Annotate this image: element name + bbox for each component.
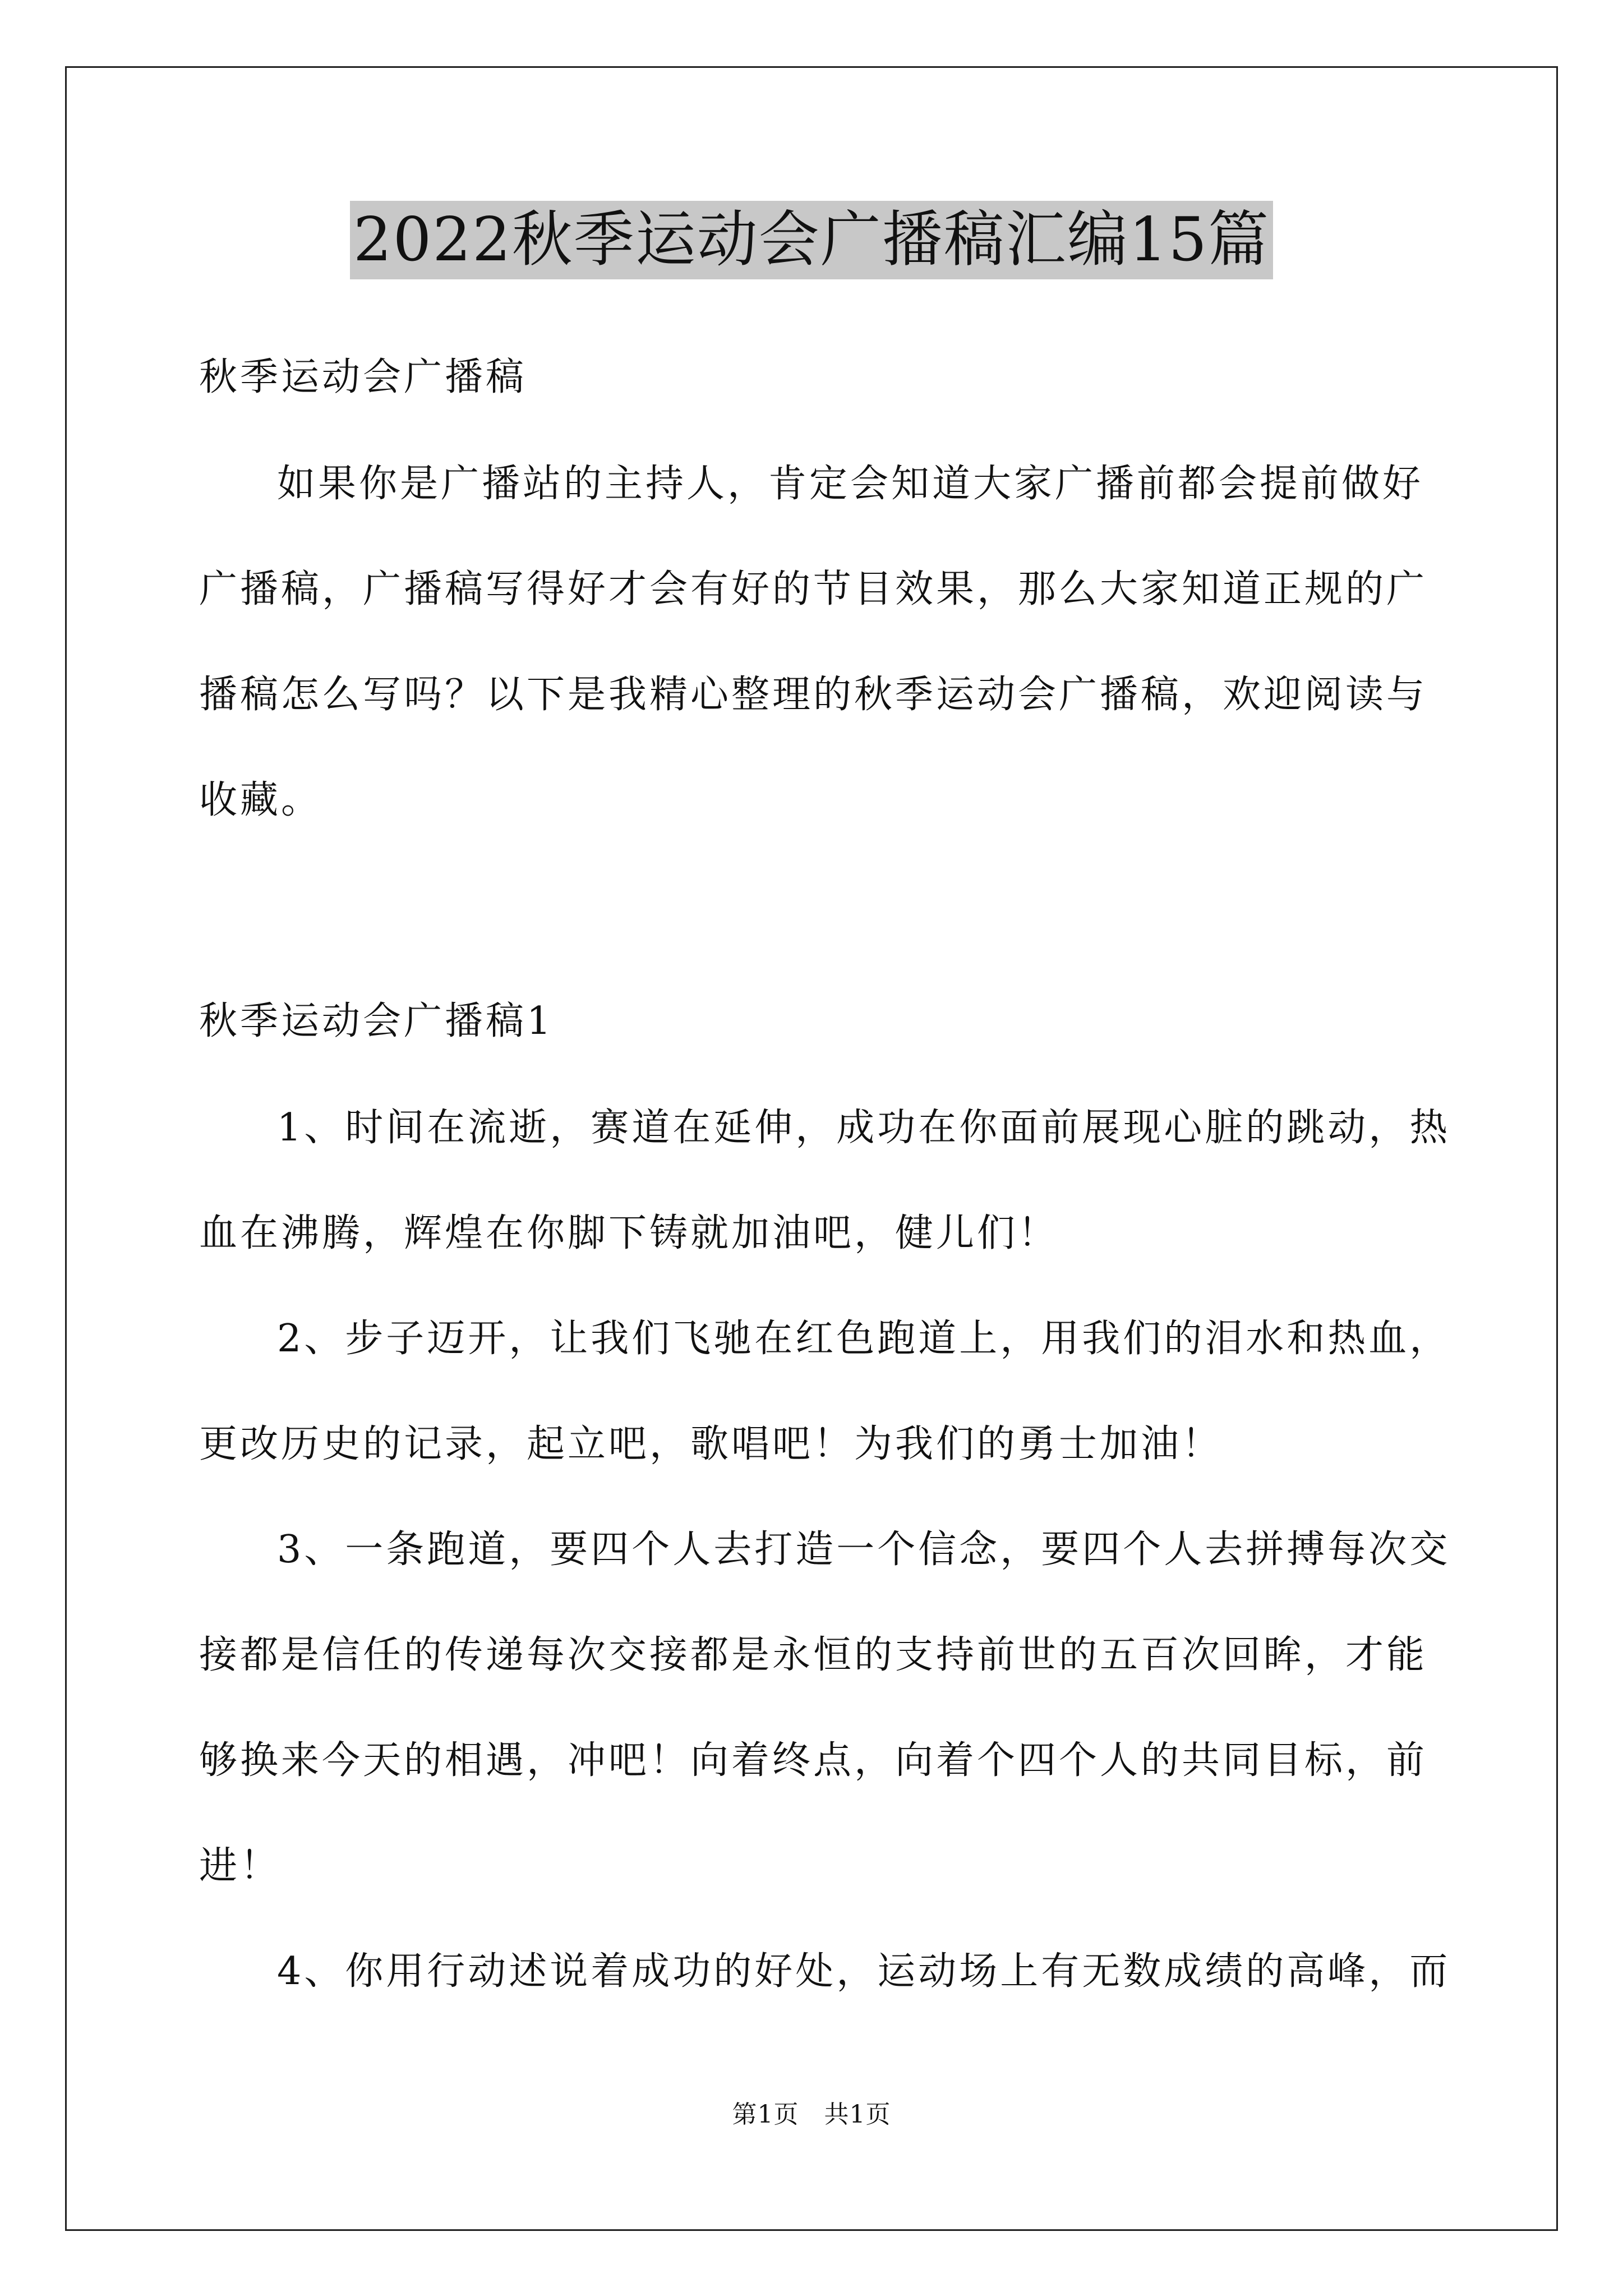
- document-title: 2022秋季运动会广播稿汇编15篇: [350, 201, 1273, 279]
- item-line: 1、时间在流逝，赛道在延伸，成功在你面前展现心脏的跳动，热: [277, 1106, 1451, 1150]
- item-line: 接都是信任的传递每次交接都是永恒的支持前世的五百次回眸，才能: [199, 1633, 1428, 1677]
- section-heading: 秋季运动会广播稿: [199, 355, 527, 399]
- intro-line: 广播稿，广播稿写得好才会有好的节目效果，那么大家知道正规的广: [199, 567, 1428, 611]
- item-line: 进！: [199, 1844, 282, 1888]
- item-line: 4、你用行动述说着成功的好处，运动场上有无数成绩的高峰，而: [277, 1949, 1451, 1994]
- intro-line: 播稿怎么写吗？以下是我精心整理的秋季运动会广播稿，欢迎阅读与: [199, 673, 1428, 717]
- part-heading: 秋季运动会广播稿1: [199, 999, 554, 1043]
- item-line: 更改历史的记录，起立吧，歌唱吧！为我们的勇士加油！: [199, 1422, 1223, 1466]
- title-container: [0, 201, 1623, 279]
- item-line: 3、一条跑道，要四个人去打造一个信念，要四个人去拼搏每次交: [277, 1527, 1451, 1572]
- intro-line: 收藏。: [199, 778, 322, 822]
- item-line: 够换来今天的相遇，冲吧！向着终点，向着个四个人的共同目标，前: [199, 1738, 1428, 1783]
- page-footer: 第1页 共1页: [732, 2100, 891, 2129]
- item-line: 2、步子迈开，让我们飞驰在红色跑道上，用我们的泪水和热血，: [277, 1317, 1451, 1361]
- intro-line: 如果你是广播站的主持人，肯定会知道大家广播前都会提前做好: [277, 462, 1424, 506]
- item-line: 血在沸腾，辉煌在你脚下铸就加油吧，健儿们！: [199, 1211, 1059, 1255]
